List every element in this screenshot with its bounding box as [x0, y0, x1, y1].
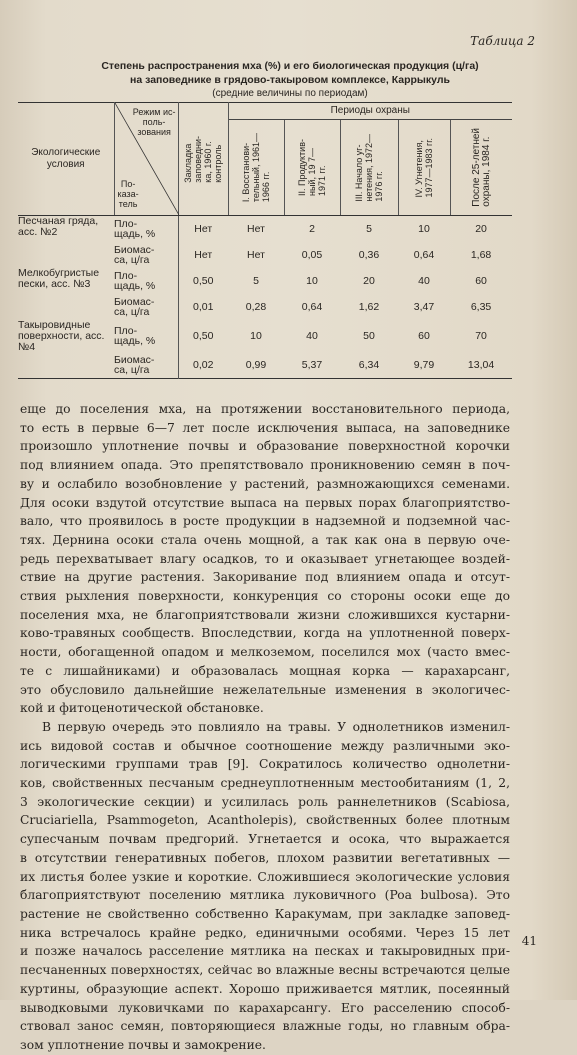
row-condition: Мелкобугристые пески, асс. №3	[18, 266, 100, 290]
text-line: ков, свойственных песчаным среднеуплотненным местообитаниям (1, 2,	[20, 776, 510, 791]
header-col-3-text: III. Начало уг- нетения, 1972— 1976 гг.	[354, 133, 385, 202]
text-line: ствие на другие растения. Закоривание под влиянием опада и отсут-	[20, 570, 510, 585]
text-line: ника встречалось крайне редко, единичными особями. Через 15 лет	[20, 925, 510, 940]
cell-value: 20	[363, 274, 375, 287]
header-period-cols	[229, 120, 513, 215]
row-indicator: Биомас- са, ц/га	[114, 243, 155, 266]
text-line: выводковыми луковичками по карахарсангу. Его расселению способ-	[20, 1000, 510, 1015]
cell-value: 20	[475, 222, 487, 235]
cell-value: 0,36	[358, 248, 380, 261]
cell-value: 1,68	[470, 248, 492, 261]
page-number: 41	[521, 934, 537, 948]
text-line: логическими группами трав [9]. Сократилось количество однолетни-	[20, 757, 510, 772]
row-indicator: Пло- щадь, %	[114, 325, 156, 347]
text-line: тях. Дернина осоки стала очень мощной, а так как она в первую оче-	[20, 532, 510, 547]
cell-value: 6,34	[358, 359, 380, 372]
cell-value: 5,37	[301, 359, 323, 372]
header-col-5	[450, 120, 512, 215]
text-line: ности, обогащенной опадом и мелкоземом, поселился мох (часто вмес-	[20, 645, 510, 660]
cell-value: 6,35	[470, 300, 492, 313]
table-row	[18, 320, 512, 353]
text-line: поселения мха, не благоприятствовали жизни сложившихся кустарни-	[20, 607, 510, 622]
text-line: растение не свойственно собственно Каракумам, при закладке заповед-	[20, 906, 510, 921]
header-col-1	[229, 120, 284, 215]
row-condition	[18, 294, 114, 320]
table-caption	[40, 59, 540, 101]
text-line: Для осоки вздутой отсутствие выпаса на первых порах благоприятство-	[20, 495, 510, 510]
text-line: В первую очередь это повлияло на травы. У однолетников изменил-	[42, 719, 510, 734]
cell-value: 0,02	[178, 353, 228, 379]
cell-value: 50	[363, 330, 375, 342]
text-line: те с лишайниками) и образовалась мощная корка — карахарсанг,	[20, 663, 510, 678]
caption-line-2: на заповеднике в грядово-такыровом комплексе, Каррыкуль	[130, 74, 450, 86]
table-body	[18, 216, 512, 379]
text-line: благоприятствуют поселению мятлика луковичного (Poa bulbosa). Это	[20, 888, 510, 903]
caption-line-3: (средние величины по периодам)	[212, 88, 368, 99]
text-line: в отсутствии генеративных побегов, плохом развитии вегетативных —	[20, 850, 510, 865]
table-row	[18, 353, 512, 379]
row-condition	[18, 353, 114, 379]
text-line: их листья более узкие и короткие. Сложившиеся экологические условия	[20, 869, 510, 884]
table-number: Таблица 2	[470, 34, 535, 48]
text-line: под влиянием опада. Это препятствовало проникновению семян в поч-	[20, 458, 510, 473]
cell-value: 3,47	[413, 300, 435, 313]
cell-value: 0,28	[245, 300, 267, 313]
row-indicator: Пло- щадь, %	[114, 217, 156, 240]
cell-value: 40	[418, 274, 430, 287]
cell-value: Нет	[178, 216, 228, 242]
cell-value: 60	[475, 274, 487, 287]
text-line: Cruciariella, Psammogeton, Acantholepis), свойственных более плотным	[20, 813, 510, 828]
header-col-2-text: II. Продуктив- ный, 19 7— 1971 гг.	[297, 138, 328, 196]
cell-value: Нет	[247, 248, 265, 261]
header-regime: Режим ис- поль- зования	[132, 107, 176, 137]
data-table	[18, 102, 512, 379]
cell-value: 0,01	[178, 294, 228, 320]
header-periods	[228, 103, 512, 216]
header-conditions: Экологические условия	[18, 103, 114, 216]
cell-value: 0,99	[245, 359, 267, 372]
paragraph-2	[20, 718, 510, 1055]
text-line: это обусловило дальнейшие нежелательные изменения в экологичес-	[20, 682, 510, 697]
text-line: песчаненных поверхностях, сейчас во влажные весны встречаются целые	[20, 963, 510, 978]
cell-value: 0,50	[178, 268, 228, 294]
row-condition	[18, 242, 114, 268]
cell-value: 10	[250, 330, 262, 342]
text-line: кой и фитоценотической обстановке.	[20, 701, 264, 716]
header-col-4-text: IV. Угнетения, 1977—1983 гг.	[414, 137, 435, 198]
text-line: ву и ослабило возобновление у растений, размножающихся семенами.	[20, 476, 510, 491]
header-col-control	[178, 103, 228, 216]
body-text	[20, 400, 510, 1055]
header-regime-indicator	[114, 103, 178, 216]
paragraph-1	[20, 400, 510, 718]
text-line: то есть в первые 6—7 лет после исключения выпаса, на заповеднике	[20, 420, 510, 435]
cell-value: 5	[366, 222, 372, 235]
cell-value: 0,64	[413, 248, 435, 261]
header-col-2	[284, 120, 340, 215]
header-col-5-text: После 25-летней охраны, 1984 г.	[470, 128, 492, 207]
text-line: произошло уплотнение почвы и образование поверхностной корочки	[20, 439, 510, 454]
header-indicator: По- каза- тель	[117, 179, 139, 209]
text-line: ствовал занос семян, повторяющиеся влажные годы, но главным обра-	[20, 1019, 510, 1034]
cell-value: 13,04	[467, 359, 495, 372]
text-line: ково-травяных сообществ. Впоследствии, когда на уплотненной поверх-	[20, 626, 510, 641]
caption-line-1: Степень распространения мха (%) и его биологическая продукция (ц/га)	[101, 60, 479, 72]
row-condition: Песчаная гряда, асс. №2	[18, 215, 99, 238]
cell-value: 10	[306, 274, 318, 287]
cell-value: 70	[475, 330, 487, 342]
header-col-3	[340, 120, 398, 215]
text-line: вало, что проявилось в росте продукции в надземной и подземной час-	[20, 514, 510, 529]
cell-value: 1,62	[358, 300, 380, 313]
row-indicator: Биомас- са, ц/га	[114, 354, 155, 377]
text-line: супесчаным почвам предгорий. Угнетается и осока, что выражается	[20, 832, 510, 847]
table-row	[18, 216, 512, 242]
header-col-4	[398, 120, 450, 215]
table-row	[18, 294, 512, 320]
cell-value: 60	[418, 330, 430, 342]
text-line: зом уплотнение почвы и замокрение.	[20, 1037, 266, 1052]
text-line: ствия рыхления поверхности, конкуренция со стороны осоки еще до	[20, 589, 510, 604]
text-line: редь перехватывает влагу осадков, то и оказывает угнетающее воздей-	[20, 551, 510, 566]
cell-value: Нет	[247, 222, 265, 235]
cell-value: 0,50	[178, 320, 228, 353]
cell-value: 0,05	[301, 248, 323, 261]
text-line: куртины, образующие аспект. Хорошо приживается мятлик, посеянный	[20, 981, 510, 996]
header-col-control-text: Закладка заповедни- ка, 1960 г. контроль	[183, 135, 223, 183]
text-line: 3 экологические секции) и усилилась роль раннелетников (Scabiosa,	[20, 794, 510, 809]
cell-value: 40	[306, 330, 318, 342]
cell-value: 10	[418, 222, 430, 235]
cell-value: 2	[309, 222, 315, 235]
table-row	[18, 242, 512, 268]
cell-value: Нет	[178, 242, 228, 268]
row-indicator: Биомас- са, ц/га	[114, 295, 155, 318]
row-condition: Такыровидные поверхности, асс. №4	[18, 318, 105, 353]
text-line: еще до поселения мха, на протяжении восстановительного периода,	[20, 402, 510, 416]
header-periods-title: Периоды охраны	[229, 103, 513, 120]
table-header	[18, 103, 512, 216]
text-line: и позже началось расселение мятлика на песках и такыровидных при-	[20, 944, 510, 959]
text-line: ись видовой состав и обычное соотношение между различными эко-	[20, 738, 510, 753]
cell-value: 9,79	[413, 359, 435, 372]
row-indicator: Пло- щадь, %	[114, 269, 156, 292]
cell-value: 0,64	[301, 300, 323, 313]
cell-value: 5	[253, 274, 259, 287]
header-col-1-text: I. Восстанови- тельный, 1961— 1966 гг.	[241, 132, 272, 203]
table-row	[18, 268, 512, 294]
